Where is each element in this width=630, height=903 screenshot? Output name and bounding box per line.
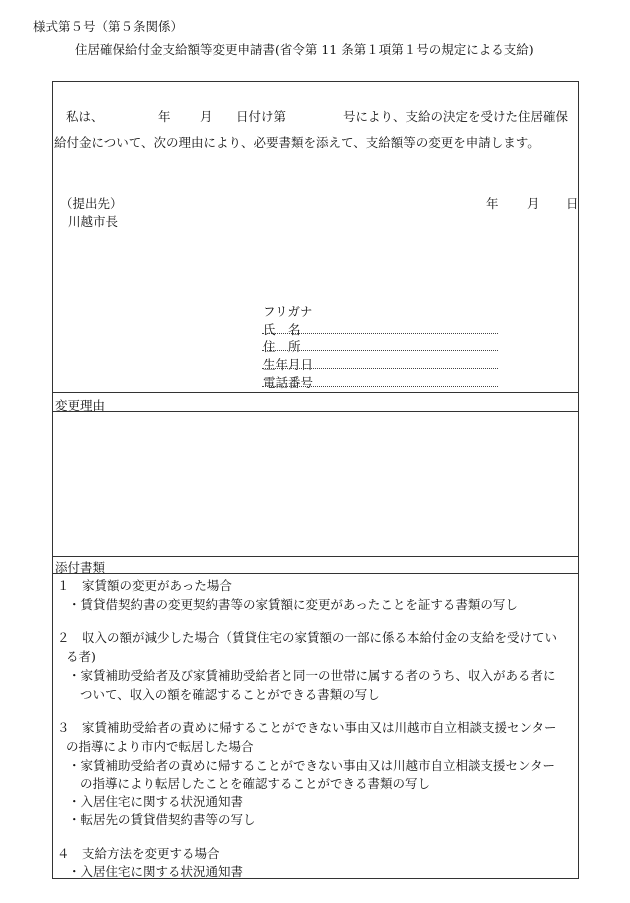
attachment-section-3-item-1: ・家賃補助受給者の責めに帰することができない事由又は川越市自立相談支援センター <box>68 758 556 773</box>
attachment-section-1-title: １ 家賃額の変更があった場合 <box>57 578 232 593</box>
statement-month: 月 <box>200 109 213 124</box>
attachments-label: 添付書類 <box>55 560 106 575</box>
submit-to: 川越市長 <box>68 214 119 229</box>
attachment-section-3-item-2: ・入居住宅に関する状況通知書 <box>68 794 244 809</box>
attachment-section-4-title: ４ 支給方法を変更する場合 <box>57 846 220 861</box>
reason-field[interactable] <box>53 412 578 556</box>
address-label: 住 所 <box>263 339 301 354</box>
phone-field[interactable] <box>262 373 498 387</box>
date-day: 日 <box>566 196 579 211</box>
attachment-section-2-title: ２ 収入の額が減少した場合（賃貸住宅の家賃額の一部に係る本給付金の支給を受けてい <box>57 630 558 645</box>
attachment-section-1-item: ・賃貸借契約書の変更契約書等の家賃額に変更があったことを証する書類の写し <box>68 597 518 612</box>
attachment-section-2-title-cont: る者) <box>66 649 96 664</box>
attachment-section-3-title-cont: の指導により市内で転居した場合 <box>66 739 254 754</box>
form-number: 様式第５号（第５条関係） <box>33 19 184 34</box>
statement-date-ref: 日付け第 <box>236 109 287 124</box>
name-field[interactable] <box>262 320 498 334</box>
date-month: 月 <box>527 196 540 211</box>
reason-label: 変更理由 <box>55 398 106 413</box>
statement-number-ref: 号により、支給の決定を受けた住居確保 <box>343 109 569 124</box>
attachment-section-3-item-3: ・転居先の賃貸借契約書等の写し <box>68 812 256 827</box>
divider <box>52 392 579 393</box>
furigana-label: フリガナ <box>263 304 313 319</box>
divider <box>52 573 579 574</box>
statement-line2: 給付金について、次の理由により、必要書類を添えて、支給額等の変更を申請します。 <box>54 135 540 150</box>
name-label: 氏 名 <box>263 322 301 337</box>
statement-year: 年 <box>158 109 171 124</box>
address-field[interactable] <box>262 337 498 351</box>
submit-to-label: （提出先） <box>60 196 123 211</box>
attachment-section-3-title: ３ 家賃補助受給者の責めに帰することができない事由又は川越市自立相談支援センター <box>57 720 557 735</box>
birthdate-label: 生年月日 <box>263 357 314 372</box>
attachment-section-2-item: ・家賃補助受給者及び家賃補助受給者と同一の世帯に属する者のうち、収入がある者に <box>68 668 556 683</box>
attachment-section-3-item-1-cont: の指導により転居したことを確認することができる書類の写し <box>80 776 431 791</box>
attachment-section-4-item: ・入居住宅に関する状況通知書 <box>68 864 244 879</box>
form-title: 住居確保給付金支給額等変更申請書(省令第 11 条第１項第１号の規定による支給) <box>75 42 534 57</box>
birthdate-field[interactable] <box>262 355 498 369</box>
phone-label: 電話番号 <box>263 375 314 390</box>
statement-prefix: 私は、 <box>66 109 104 124</box>
date-year: 年 <box>486 196 499 211</box>
divider <box>52 556 579 557</box>
attachment-section-2-item-cont: ついて、収入の額を確認することができる書類の写し <box>80 687 380 702</box>
